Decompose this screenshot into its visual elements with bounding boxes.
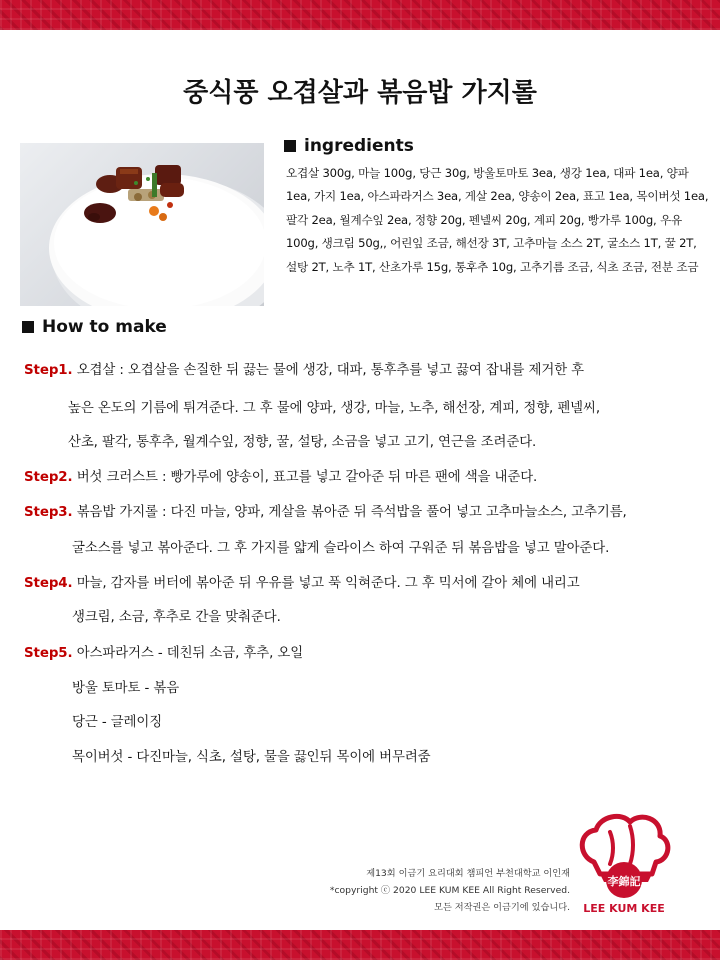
- copyright-footer: [330, 865, 570, 916]
- step-5-label: Step5.: [24, 646, 73, 661]
- step-text: 마늘, 감자를 버터에 볶아준 뒤 우유를 넣고 푹 익혀준다. 그 후 믹서에 갈아 체에 내리고: [76, 576, 580, 591]
- footer-rights: 모든 저작권은 이금기에 있습니다.: [434, 902, 570, 913]
- chef-hat-logo-icon: [576, 812, 672, 916]
- top-decorative-band: [0, 0, 720, 30]
- step-3-line-1: [24, 501, 627, 520]
- step-3-line-2: 굴소스를 넣고 볶아준다. 그 후 가지를 얇게 슬라이스 하여 구워준 뒤 볶음밥을 넣고 말아준다.: [72, 541, 610, 556]
- step-text: 아스파라거스 - 데친뒤 소금, 후추, 오일: [76, 646, 304, 661]
- plated-dish-image: [20, 143, 264, 306]
- dish-photo: [20, 143, 264, 306]
- page-title: 중식풍 오겹살과 볶음밥 가지롤: [183, 78, 537, 108]
- step-4-line-1: [24, 572, 580, 591]
- step-1-line-2: 높은 온도의 기름에 튀겨준다. 그 후 물에 양파, 생강, 마늘, 노추, 해선장, 계피, 정향, 펜넬씨,: [68, 401, 600, 416]
- step-4-label: Step4.: [24, 576, 73, 591]
- footer-copyright: *copyright ⓒ 2020 LEE KUM KEE All Right Reserved.: [329, 885, 570, 896]
- how-to-make-heading-text: How to make: [42, 317, 167, 337]
- step-2-line-1: [24, 466, 537, 485]
- step-3-label: Step3.: [24, 505, 73, 520]
- ingredients-heading: [284, 136, 414, 156]
- step-5-line-3: 당근 - 글레이징: [72, 715, 163, 730]
- lee-kum-kee-logo: [576, 812, 672, 916]
- ingredients-list: 오겹살 300g, 마늘 100g, 당근 30g, 방울토마토 3ea, 생강 1ea, 대파 1ea, 양파 1ea, 가지 1ea, 아스파라거스 3ea, 게살 2ea, 양송이 2ea, 표고 1ea, 목이버섯 1ea, 팔각 2ea, 월계수잎 2ea, 정향 20g, 펜넬씨 20g, 계피 20g, 빵가루 100g, 우유 100g, 생크림 50g,, 어린잎 조금, 해선장 3T, 고추마늘 소스 2T, 굴소스 1T, 꿀 2T, 설탕 2T, 노추 1T, 산초가루 15g, 통후추 10g, 고추기름 조금, 식초 조금, 전분 조금: [286, 166, 709, 274]
- logo-brand-text: LEE KUM KEE: [583, 902, 665, 915]
- step-1-line-1: [24, 359, 584, 378]
- ingredients-heading-text: ingredients: [304, 136, 414, 156]
- square-bullet-icon: [22, 321, 34, 333]
- step-5-line-1: [24, 642, 303, 661]
- step-5-line-4: 목이버섯 - 다진마늘, 식초, 설탕, 물을 끓인뒤 목이에 버무려줌: [72, 750, 431, 765]
- footer-credit: 제13회 이금기 요리대회 챔피언 부천대학교 이인재: [366, 868, 570, 879]
- bottom-decorative-band: [0, 930, 720, 960]
- step-4-line-2: 생크림, 소금, 후추로 간을 맞춰준다.: [72, 610, 281, 625]
- step-5-line-2: 방울 토마토 - 볶음: [72, 681, 180, 696]
- step-text: 오겹살 : 오겹살을 손질한 뒤 끓는 물에 생강, 대파, 통후추를 넣고 끓여 잡내를 제거한 후: [76, 363, 585, 378]
- square-bullet-icon: [284, 140, 296, 152]
- step-1-line-3: 산초, 팔각, 통후추, 월계수잎, 정향, 꿀, 설탕, 소금을 넣고 고기, 연근을 조려준다.: [68, 435, 537, 450]
- step-2-label: Step2.: [24, 470, 73, 485]
- step-1-label: Step1.: [24, 363, 73, 378]
- step-text: 버섯 크러스트 : 빵가루에 양송이, 표고를 넣고 갈아준 뒤 마른 팬에 색을 내준다.: [76, 470, 538, 485]
- step-text: 볶음밥 가지롤 : 다진 마늘, 양파, 게살을 볶아준 뒤 즉석밥을 풀어 넣고 고추마늘소스, 고추기름,: [76, 505, 627, 520]
- logo-chinese-text: 李錦記: [607, 875, 641, 888]
- how-to-make-heading: [22, 317, 167, 337]
